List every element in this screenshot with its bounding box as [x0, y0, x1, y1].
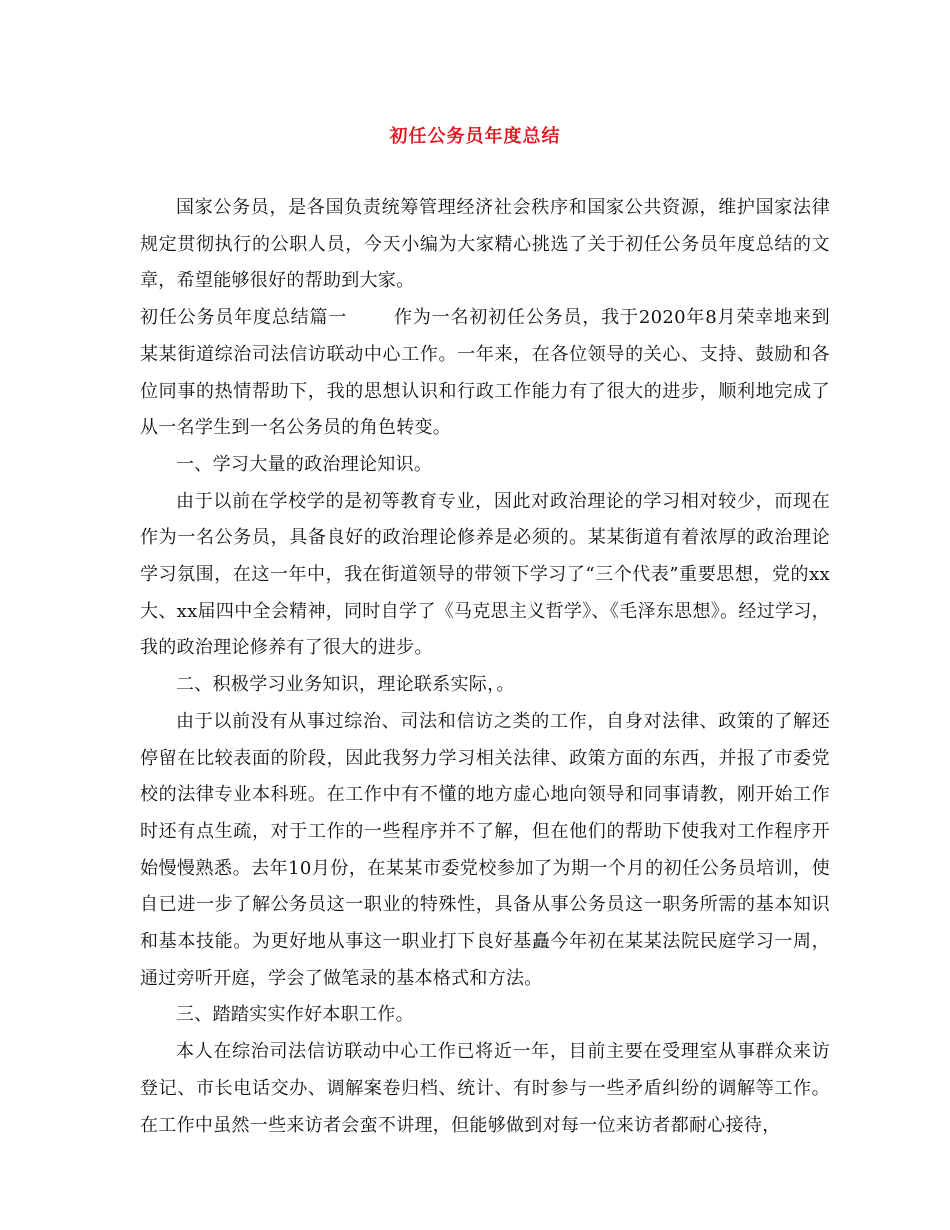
document-body [140, 190, 830, 1144]
paragraph-text: 二、积极学习业务知识，理论联系实际，。 [176, 674, 515, 696]
paragraph-political-theory [140, 484, 830, 668]
paragraph-text: 由于以前没有从事过综治、司法和信访之类的工作，自身对法律、政策的了解还停留在比较表面的阶段，因此我努力学习相关法律、政策方面的东西，并报了市委党校的法律专业本科班。在工作中有不懂的地方虚心地向领导和同事请教，刚开始工作时还有点生疏，对于工作的一些程序并不了解，但在他们的帮助下使我对工作程序开始慢慢熟悉。去年10月份，在某某市委党校参加了为期一个月的初任公务员培训，使自已进一步了解公务员这一职业的特殊性，具备从事公务员这一职务所需的基本知识和基本技能。为更好地从事这一职业打下良好基矗今年初在某某法院民庭学习一周，通过旁听开庭，学会了做笔录的基本格式和方法。 [140, 710, 830, 989]
paragraph-lead-heading: 初任公务员年度总结篇一 [140, 307, 348, 329]
paragraph-text: 作为一名初初任公务员，我于2020年8月荣幸地来到某某街道综治司法信访联动中心工作。一年来，在各位领导的关心、支持、鼓励和各位同事的热情帮助下，我的思想认识和行政工作能力有了很大的进步，顺利地完成了从一名学生到一名公务员的角色转变。 [140, 307, 830, 439]
paragraph-text: 本人在综治司法信访联动中心工作已将近一年，目前主要在受理室从事群众来访登记、市长电话交办、调解案卷归档、统计、有时参与一些矛盾纠纷的调解等工作。在工作中虽然一些来访者会蛮不讲理，但能够做到对每一位来访者都耐心接待， [140, 1041, 830, 1136]
heading-political-theory [140, 447, 830, 484]
heading-business-knowledge [140, 667, 830, 704]
document-title: 初任公务员年度总结 [389, 126, 561, 147]
paragraph-intro [140, 190, 830, 300]
paragraph-text: 三、踏踏实实作好本职工作。 [176, 1004, 414, 1026]
paragraph-text: 国家公务员，是各国负责统筹管理经济社会秩序和国家公共资源，维护国家法律规定贯彻执行的公职人员，今天小编为大家精心挑选了关于初任公务员年度总结的文章，希望能够很好的帮助到大家。 [140, 197, 830, 292]
paragraph-text: 由于以前在学校学的是初等教育专业，因此对政治理论的学习相对较少，而现在作为一名公务员，具备良好的政治理论修养是必须的。某某街道有着浓厚的政治理论学习氛围，在这一年中，我在街道领导的带领下学习了“三个代表”重要思想，党的xx大、xx届四中全会精神，同时自学了《马克思主义哲学》、《毛泽东思想》。经过学习，我的政治理论修养有了很大的进步。 [140, 490, 830, 659]
heading-job-duties [140, 997, 830, 1034]
paragraph-text: 一、学习大量的政治理论知识。 [176, 453, 433, 475]
paragraph-section-one-intro [140, 300, 830, 447]
paragraph-business-knowledge [140, 704, 830, 998]
paragraph-job-duties [140, 1034, 830, 1144]
